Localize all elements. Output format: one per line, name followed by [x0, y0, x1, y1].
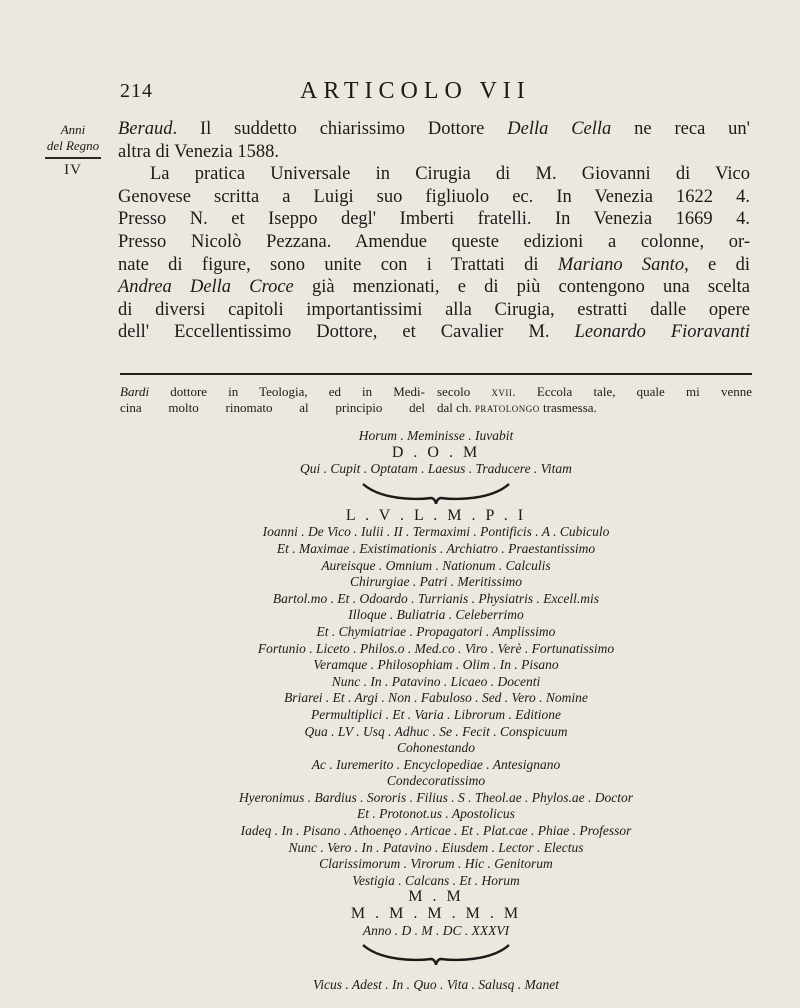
inscription-line: Illoque . Buliatria . Celeberrimo: [348, 607, 524, 623]
text-run: , e di: [684, 254, 751, 275]
text-run: . Il suddetto chiarissimo Dottore: [172, 119, 508, 139]
inscription-line: Anno . D . M . DC . XXXVI: [362, 922, 510, 938]
text-line: [118, 186, 750, 209]
text-run: altra di Venezia 1588.: [118, 141, 279, 162]
footnote-left-column: [120, 384, 425, 416]
page-number: 214: [120, 80, 153, 102]
italic-text: Beraud: [118, 119, 173, 139]
inscription-line: Condecoratissimo: [386, 773, 486, 789]
text-line: [118, 141, 750, 164]
text-run: dottore in Teologia, ed in Medi-: [149, 384, 425, 399]
inscription-line: Veramque . Philosophiam . Olim . In . Pisano: [313, 657, 559, 673]
text-run: . Eccola tale, quale mi venne: [512, 384, 752, 399]
inscription-line: Vestigia . Calcans . Et . Horum: [352, 872, 520, 888]
text-run: di diversi capitoli importantissimi alla Cirugia, estratti dalle opere: [118, 299, 750, 320]
text-line: [120, 400, 425, 416]
inscription-body: [120, 508, 752, 939]
text-line: [118, 254, 750, 277]
text-run: Presso N. et Iseppo degl' Imberti fratelli. In Venezia 1669 4.: [118, 209, 750, 230]
inscription-line: Hyeronimus . Bardius . Sororis . Filius . S . Theol.ae . Phylos.ae . Doctor: [238, 789, 634, 805]
text-run: ne reca un': [611, 119, 751, 139]
inscription-line: Qua . LV . Usq . Adhuc . Se . Fecit . Conspicuum: [304, 723, 568, 739]
brace-ornament: [120, 480, 752, 506]
inscription-line: Fortunio . Liceto . Philos.o . Med.co . Viro . Verè . Fortunatissimo: [257, 640, 615, 656]
inscription-header: [120, 428, 752, 478]
inscription-line: Chirurgiae . Patri . Meritissimo: [349, 574, 522, 590]
inscription-line: Cohonestando: [396, 740, 475, 756]
footnote-right-column: [437, 384, 752, 416]
brace-ornament: [120, 941, 752, 967]
text-line: [437, 400, 752, 416]
text-run: Genovese scritta a Luigi suo figliuolo ec. In Venezia 1622 4.: [118, 186, 750, 207]
inscription-line: Nunc . In . Patavino . Licaeo . Docenti: [331, 673, 541, 689]
italic-text: Della Cella: [507, 119, 612, 139]
text-run: Presso Nicolò Pezzana. Amendue queste edizioni a colonne, or-: [118, 231, 750, 252]
inscription-closing: Vicus . Adest . In . Quo . Vita . Salusq . Manet: [313, 977, 559, 993]
inscription-line: Briarei . Et . Argi . Non . Fabuloso . Sed . Vero . Nomine: [284, 690, 588, 706]
text-line: [437, 384, 752, 400]
inscription-line: M . M: [408, 888, 464, 906]
running-title: ARTICOLO VII: [300, 78, 531, 104]
text-run: secolo: [437, 384, 492, 399]
margin-note-line: Anni: [60, 122, 86, 137]
inscription-line: Qui . Cupit . Optatam . Laesus . Traducere . Vitam: [300, 461, 572, 477]
inscription-line: M . M . M . M . M: [350, 905, 522, 923]
margin-note-line: del Regno: [46, 138, 100, 153]
text-line: [118, 299, 750, 322]
text-line: [120, 384, 425, 400]
italic-text: Leonardo Fioravanti: [574, 322, 750, 343]
text-line: [118, 231, 750, 254]
inscription-line: Clarissimorum . Virorum . Hic . Genitorum: [319, 856, 553, 872]
text-run: nate di figure, sono unite con i Trattati di: [118, 254, 558, 275]
text-run: dal ch.: [437, 400, 475, 415]
text-run: dell' Eccellentissimo Dottore, et Cavalier M.: [118, 322, 575, 343]
paragraph: [118, 163, 750, 344]
inscription-line: Et . Chymiatriae . Propagatori . Amplissimo: [316, 623, 556, 639]
text-line: [118, 118, 750, 141]
inscription-line: Iadeq . In . Pisano . Athoenęo . Articae . Et . Plat.cae . Phiae . Professor: [240, 823, 632, 839]
inscription-line: Nunc . Vero . In . Patavino . Eiusdem . Lector . Electus: [288, 839, 584, 855]
margin-divider: [45, 157, 101, 159]
paragraph: [118, 118, 750, 163]
inscription-line: L . V . L . M . P . I: [345, 506, 527, 524]
text-line: [118, 208, 750, 231]
margin-note: [38, 122, 108, 178]
italic-text: Mariano Santo: [557, 254, 685, 275]
text-line: [118, 276, 750, 299]
inscription-line: Aureisque . Omnium . Nationum . Calculis: [321, 557, 551, 573]
italic-text: Bardi: [120, 384, 150, 399]
footnote-rule: [120, 373, 752, 375]
inscription-line: Permultiplici . Et . Varia . Librorum . Editione: [311, 706, 561, 722]
italic-text: Andrea Della Croce: [118, 277, 294, 298]
text-run: xvii: [491, 384, 513, 399]
main-text: [118, 118, 750, 344]
text-run: La pratica Universale in Cirugia di M. Giovanni di Vico: [150, 164, 750, 185]
text-run: cina molto rinomato al principio del: [120, 400, 425, 415]
inscription-line: Horum . Meminisse . Iuvabit: [358, 428, 514, 443]
inscription-line: Et . Maximae . Existimationis . Archiatro . Praestantissimo: [276, 540, 596, 556]
text-run: già menzionati, e di più contengono una scelta: [293, 277, 750, 298]
epitaph-inscription: [120, 428, 752, 994]
inscription-line: Bartol.mo . Et . Odoardo . Turrianis . Physiatris . Excell.mis: [272, 590, 600, 606]
text-line: [118, 321, 750, 344]
text-run: pratolongo: [474, 400, 540, 415]
inscription-line: Ioanni . De Vico . Iulii . II . Termaximi . Pontificis . A . Cubiculo: [262, 524, 610, 540]
text-run: trasmessa.: [539, 400, 597, 415]
text-line: [118, 163, 750, 186]
inscription-line: Et . Protonot.us . Apostolicus: [357, 806, 515, 822]
page-header: [120, 80, 760, 108]
inscription-line: D . O . M: [391, 443, 481, 461]
inscription-line: Ac . Iuremerito . Encyclopediae . Antesignano: [311, 756, 561, 772]
regnal-year: IV: [64, 162, 82, 178]
